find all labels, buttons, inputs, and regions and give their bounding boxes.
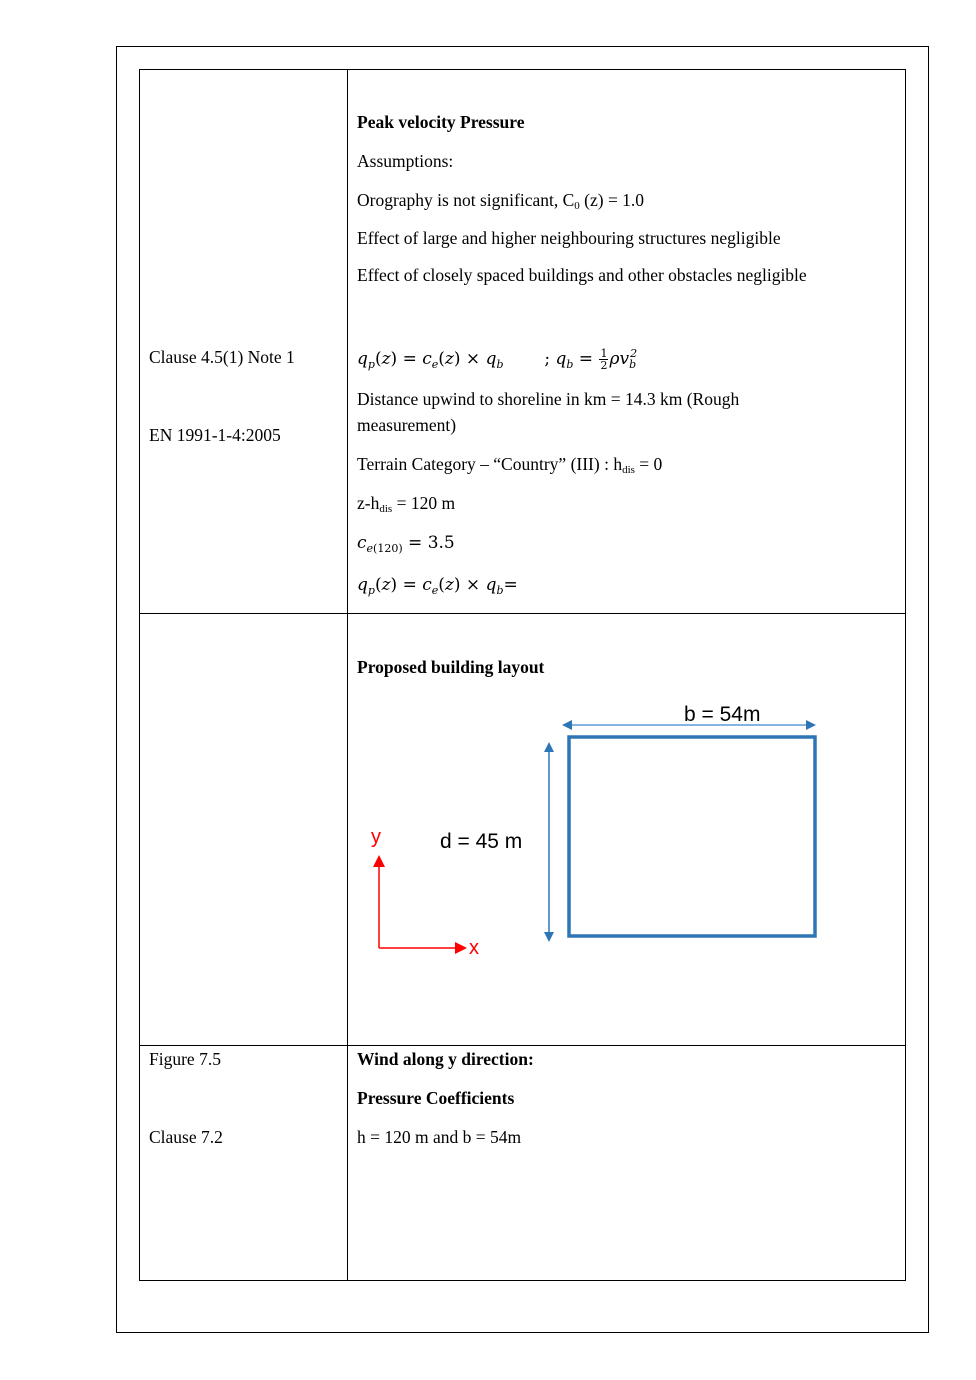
clause-reference: Clause 7.2 xyxy=(149,1127,223,1147)
table-row-building-layout xyxy=(140,614,905,1046)
peak-pressure-formula: $q_p(z) = c_e(z) \times q_b$ ; $q_b$ = $\frac{1}{2}$ $\rho v_b^2$ xyxy=(357,347,638,372)
calculation-table xyxy=(139,69,906,1281)
terrain-category: Terrain Category – “Country” (III) : $h_{dis} = 0$ xyxy=(357,454,663,476)
figure-reference: Figure 7.5 xyxy=(149,1049,221,1069)
assumptions-label: Assumptions: xyxy=(357,151,454,171)
content-cell xyxy=(348,70,905,613)
dimensions-text: h = 120 m and b = 54m xyxy=(357,1127,522,1147)
section-heading: Wind along y direction: xyxy=(357,1049,534,1069)
reference-cell xyxy=(140,70,348,613)
building-layout-diagram xyxy=(348,614,906,1046)
table-row-wind-y xyxy=(140,1046,905,1280)
width-dimension-label: b = 54m xyxy=(684,703,761,726)
clause-reference: Clause 4.5(1) Note 1 xyxy=(149,347,295,367)
reference-height: $z-h_{dis} = 120$ m xyxy=(357,493,456,515)
distance-to-shoreline: Distance upwind to shoreline in km = 14.3 km (Rough xyxy=(357,389,740,409)
large-structures-assumption: Effect of large and higher neighbouring structures negligible xyxy=(357,228,781,248)
section-heading: Proposed building layout xyxy=(357,657,545,677)
distance-to-shoreline-cont: measurement) xyxy=(357,415,457,435)
exposure-factor: $c_{e(120)} = 3.5$ xyxy=(357,533,455,555)
subsection-heading: Pressure Coefficients xyxy=(357,1088,515,1108)
content-cell xyxy=(348,614,905,1045)
table-row-peak-velocity xyxy=(140,70,905,614)
peak-pressure-result: $q_p(z) = c_e(z) \times q_b=$ xyxy=(357,575,518,597)
standard-reference: EN 1991-1-4:2005 xyxy=(149,425,281,445)
orography-assumption: Orography is not significant, $C_0$ (z) = 1.0 xyxy=(357,190,645,212)
reference-cell xyxy=(140,1046,348,1280)
reference-cell xyxy=(140,614,348,1045)
y-axis-label: y xyxy=(371,826,381,848)
closely-spaced-assumption: Effect of closely spaced buildings and other obstacles negligible xyxy=(357,265,807,285)
depth-dimension-label: d = 45 m xyxy=(440,830,523,853)
section-heading: Peak velocity Pressure xyxy=(357,112,525,132)
building-outline xyxy=(569,737,815,936)
x-axis-label: x xyxy=(469,937,479,959)
content-cell xyxy=(348,1046,905,1280)
